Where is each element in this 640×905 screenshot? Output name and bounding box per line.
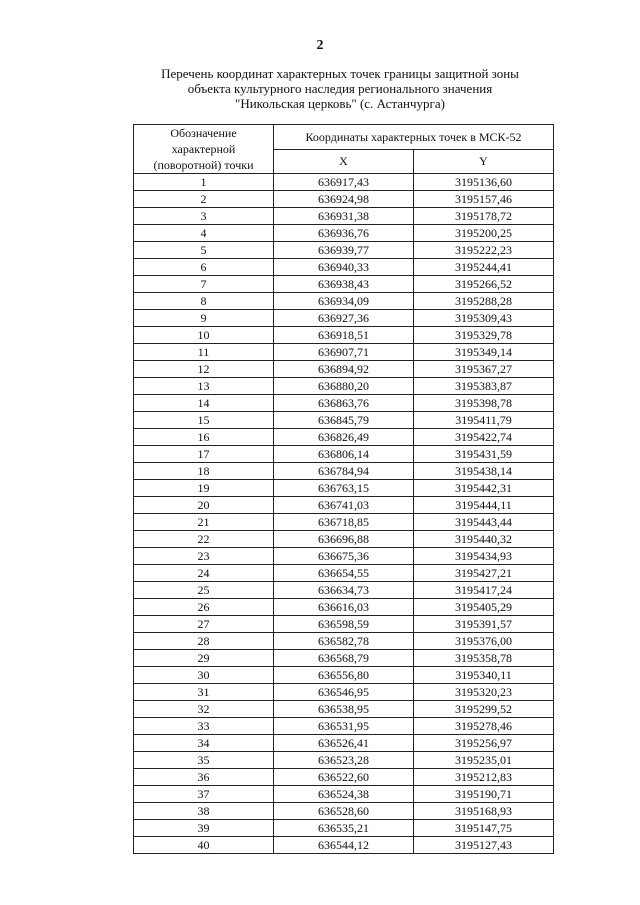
- table-row: [134, 293, 554, 310]
- cell-x: 636931,38: [274, 208, 414, 225]
- cell-x: 636940,33: [274, 259, 414, 276]
- cell-x: 636784,94: [274, 463, 414, 480]
- header-point-line-3: (поворотной) точки: [153, 158, 254, 172]
- cell-point-number: 29: [134, 650, 274, 667]
- cell-point-number: 34: [134, 735, 274, 752]
- cell-x: 636917,43: [274, 174, 414, 191]
- cell-point-number: 19: [134, 480, 274, 497]
- cell-x: 636528,60: [274, 803, 414, 820]
- cell-x: 636894,92: [274, 361, 414, 378]
- cell-y: 3195168,93: [414, 803, 554, 820]
- cell-x: 636907,71: [274, 344, 414, 361]
- table-row: [134, 752, 554, 769]
- cell-y: 3195309,43: [414, 310, 554, 327]
- cell-point-number: 25: [134, 582, 274, 599]
- table-row: [134, 684, 554, 701]
- table-row: [134, 531, 554, 548]
- cell-x: 636863,76: [274, 395, 414, 412]
- cell-y: 3195244,41: [414, 259, 554, 276]
- cell-x: 636934,09: [274, 293, 414, 310]
- cell-x: 636523,28: [274, 752, 414, 769]
- cell-x: 636927,36: [274, 310, 414, 327]
- header-coordinates-group: Координаты характерных точек в МСК-52: [274, 125, 554, 150]
- table-row: [134, 497, 554, 514]
- header-point-line-2: характерной: [171, 142, 236, 156]
- cell-point-number: 11: [134, 344, 274, 361]
- cell-y: 3195147,75: [414, 820, 554, 837]
- table-row: [134, 820, 554, 837]
- cell-y: 3195358,78: [414, 650, 554, 667]
- cell-point-number: 15: [134, 412, 274, 429]
- table-row: [134, 650, 554, 667]
- cell-point-number: 35: [134, 752, 274, 769]
- table-row: [134, 191, 554, 208]
- cell-point-number: 12: [134, 361, 274, 378]
- page-number: 2: [316, 38, 324, 53]
- cell-x: 636582,78: [274, 633, 414, 650]
- table-row: [134, 803, 554, 820]
- cell-y: 3195329,78: [414, 327, 554, 344]
- cell-y: 3195278,46: [414, 718, 554, 735]
- table-row: [134, 327, 554, 344]
- table-row: [134, 344, 554, 361]
- cell-point-number: 36: [134, 769, 274, 786]
- table-row: [134, 242, 554, 259]
- header-point-line-1: Обозначение: [170, 126, 237, 140]
- cell-x: 636939,77: [274, 242, 414, 259]
- cell-y: 3195200,25: [414, 225, 554, 242]
- cell-y: 3195235,01: [414, 752, 554, 769]
- cell-point-number: 5: [134, 242, 274, 259]
- cell-y: 3195398,78: [414, 395, 554, 412]
- cell-point-number: 31: [134, 684, 274, 701]
- cell-x: 636526,41: [274, 735, 414, 752]
- cell-y: 3195383,87: [414, 378, 554, 395]
- table-row: [134, 395, 554, 412]
- cell-point-number: 30: [134, 667, 274, 684]
- cell-point-number: 4: [134, 225, 274, 242]
- cell-x: 636531,95: [274, 718, 414, 735]
- table-row: [134, 616, 554, 633]
- table-row: [134, 548, 554, 565]
- table-row: [134, 412, 554, 429]
- cell-point-number: 20: [134, 497, 274, 514]
- coordinates-table: [133, 124, 554, 854]
- cell-point-number: 26: [134, 599, 274, 616]
- table-row: [134, 276, 554, 293]
- cell-x: 636675,36: [274, 548, 414, 565]
- cell-point-number: 17: [134, 446, 274, 463]
- table-row: [134, 446, 554, 463]
- cell-x: 636880,20: [274, 378, 414, 395]
- cell-x: 636568,79: [274, 650, 414, 667]
- table-row: [134, 718, 554, 735]
- table-row: [134, 565, 554, 582]
- cell-y: 3195190,71: [414, 786, 554, 803]
- cell-y: 3195422,74: [414, 429, 554, 446]
- cell-x: 636634,73: [274, 582, 414, 599]
- cell-x: 636826,49: [274, 429, 414, 446]
- cell-point-number: 23: [134, 548, 274, 565]
- cell-x: 636924,98: [274, 191, 414, 208]
- table-row: [134, 429, 554, 446]
- cell-y: 3195438,14: [414, 463, 554, 480]
- cell-y: 3195444,11: [414, 497, 554, 514]
- cell-point-number: 37: [134, 786, 274, 803]
- table-row: [134, 463, 554, 480]
- title-line-1: Перечень координат характерных точек границы защитной зоны: [161, 66, 519, 81]
- table-row: [134, 667, 554, 684]
- cell-point-number: 33: [134, 718, 274, 735]
- cell-y: 3195136,60: [414, 174, 554, 191]
- cell-point-number: 22: [134, 531, 274, 548]
- table-row: [134, 361, 554, 378]
- table-row: [134, 378, 554, 395]
- cell-point-number: 14: [134, 395, 274, 412]
- cell-y: 3195320,23: [414, 684, 554, 701]
- title-line-3: "Никольская церковь" (с. Астанчурга): [235, 96, 445, 111]
- cell-y: 3195349,14: [414, 344, 554, 361]
- title-line-2: объекта культурного наследия регионального значения: [187, 81, 493, 96]
- cell-x: 636718,85: [274, 514, 414, 531]
- cell-x: 636806,14: [274, 446, 414, 463]
- header-point-designation: [134, 125, 274, 174]
- cell-x: 636918,51: [274, 327, 414, 344]
- cell-point-number: 7: [134, 276, 274, 293]
- document-title: [140, 66, 540, 111]
- table-row: [134, 208, 554, 225]
- cell-point-number: 1: [134, 174, 274, 191]
- cell-x: 636616,03: [274, 599, 414, 616]
- table-row: [134, 786, 554, 803]
- cell-x: 636938,43: [274, 276, 414, 293]
- cell-x: 636936,76: [274, 225, 414, 242]
- cell-x: 636845,79: [274, 412, 414, 429]
- cell-y: 3195440,32: [414, 531, 554, 548]
- cell-y: 3195434,93: [414, 548, 554, 565]
- cell-point-number: 13: [134, 378, 274, 395]
- cell-point-number: 2: [134, 191, 274, 208]
- cell-y: 3195405,29: [414, 599, 554, 616]
- cell-point-number: 16: [134, 429, 274, 446]
- cell-y: 3195222,23: [414, 242, 554, 259]
- header-y: Y: [414, 149, 554, 174]
- cell-x: 636654,55: [274, 565, 414, 582]
- table-row: [134, 174, 554, 191]
- header-x: X: [274, 149, 414, 174]
- cell-x: 636696,88: [274, 531, 414, 548]
- cell-y: 3195256,97: [414, 735, 554, 752]
- cell-y: 3195427,21: [414, 565, 554, 582]
- table-row: [134, 633, 554, 650]
- cell-y: 3195212,83: [414, 769, 554, 786]
- cell-y: 3195431,59: [414, 446, 554, 463]
- cell-point-number: 32: [134, 701, 274, 718]
- cell-point-number: 18: [134, 463, 274, 480]
- cell-y: 3195442,31: [414, 480, 554, 497]
- cell-y: 3195266,52: [414, 276, 554, 293]
- cell-point-number: 24: [134, 565, 274, 582]
- table-body: [134, 174, 554, 854]
- cell-point-number: 10: [134, 327, 274, 344]
- cell-y: 3195367,27: [414, 361, 554, 378]
- cell-x: 636546,95: [274, 684, 414, 701]
- cell-point-number: 8: [134, 293, 274, 310]
- cell-y: 3195157,46: [414, 191, 554, 208]
- table-row: [134, 310, 554, 327]
- cell-point-number: 40: [134, 837, 274, 854]
- cell-x: 636522,60: [274, 769, 414, 786]
- table-row: [134, 769, 554, 786]
- table-row: [134, 259, 554, 276]
- cell-x: 636763,15: [274, 480, 414, 497]
- cell-y: 3195417,24: [414, 582, 554, 599]
- cell-y: 3195299,52: [414, 701, 554, 718]
- cell-point-number: 27: [134, 616, 274, 633]
- table-row: [134, 701, 554, 718]
- cell-point-number: 39: [134, 820, 274, 837]
- table-row: [134, 480, 554, 497]
- table-row: [134, 837, 554, 854]
- cell-x: 636741,03: [274, 497, 414, 514]
- cell-x: 636556,80: [274, 667, 414, 684]
- cell-point-number: 3: [134, 208, 274, 225]
- cell-point-number: 21: [134, 514, 274, 531]
- cell-y: 3195411,79: [414, 412, 554, 429]
- table-row: [134, 582, 554, 599]
- cell-point-number: 38: [134, 803, 274, 820]
- table-row: [134, 514, 554, 531]
- cell-x: 636544,12: [274, 837, 414, 854]
- cell-y: 3195376,00: [414, 633, 554, 650]
- cell-y: 3195178,72: [414, 208, 554, 225]
- cell-x: 636538,95: [274, 701, 414, 718]
- cell-y: 3195127,43: [414, 837, 554, 854]
- cell-point-number: 6: [134, 259, 274, 276]
- cell-point-number: 9: [134, 310, 274, 327]
- cell-x: 636524,38: [274, 786, 414, 803]
- cell-x: 636598,59: [274, 616, 414, 633]
- table-row: [134, 225, 554, 242]
- cell-x: 636535,21: [274, 820, 414, 837]
- cell-y: 3195288,28: [414, 293, 554, 310]
- table-row: [134, 599, 554, 616]
- table-row: [134, 735, 554, 752]
- cell-point-number: 28: [134, 633, 274, 650]
- cell-y: 3195391,57: [414, 616, 554, 633]
- cell-y: 3195443,44: [414, 514, 554, 531]
- cell-y: 3195340,11: [414, 667, 554, 684]
